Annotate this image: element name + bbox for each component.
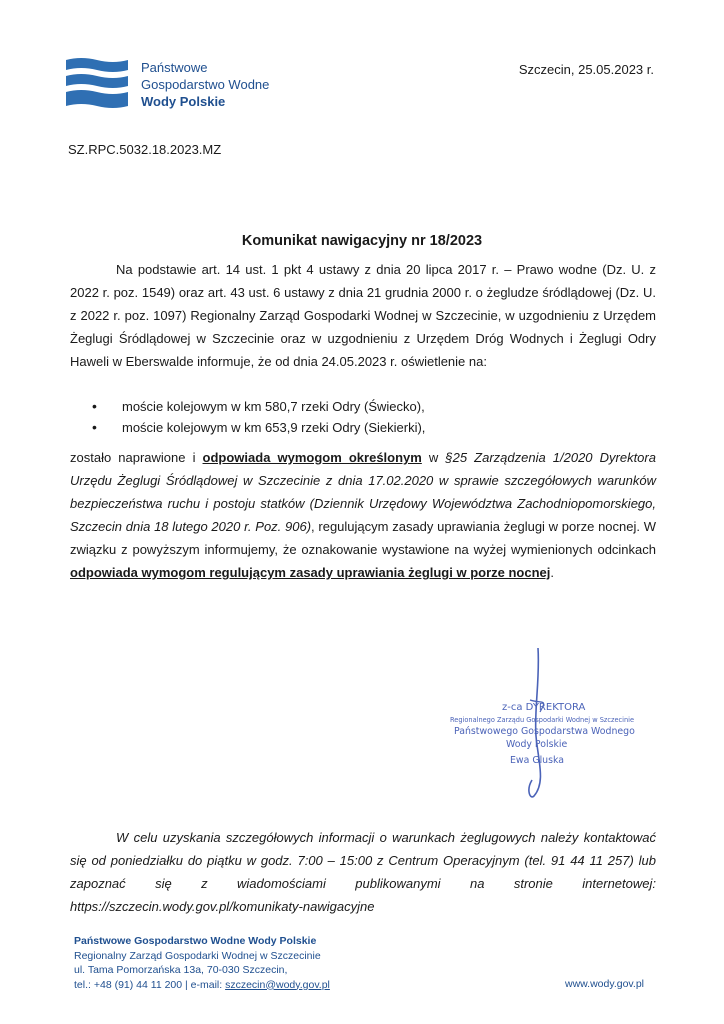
footer-org: Państwowe Gospodarstwo Wodne Wody Polskie <box>74 935 317 947</box>
footer-contact <box>74 978 330 993</box>
stamp-line1: z-ca DYREKTORA <box>502 702 586 713</box>
stamp-line5: Ewa Gluska <box>510 755 565 766</box>
document-date: Szczecin, 25.05.2023 r. <box>518 62 654 77</box>
wody-polskie-logo-icon <box>66 56 128 110</box>
org-name-line1: Państwowe <box>141 60 208 75</box>
stamp-line3: Państwowego Gospodarstwa Wodnego <box>454 726 635 737</box>
footer-phone: tel.: +48 (91) 44 11 200 | e-mail: <box>74 978 226 991</box>
p2-text-e: , regulującym zasady uprawiania żeglugi w porze nocnej. W związku z powyższym informujemy, że oznakowanie wystawione na wyżej wymienionych odcinkach <box>70 519 656 557</box>
footer-website-link[interactable]: www.wody.gov.pl <box>565 978 644 990</box>
list-item: • moście kolejowym w km 580,7 rzeki Odry (Świecko), <box>92 396 652 417</box>
official-stamp <box>430 640 650 800</box>
org-name <box>141 59 269 110</box>
p2-emphasis-compliance: odpowiada wymogom określonym <box>202 450 422 465</box>
paragraph-status <box>70 446 656 584</box>
footer-street: ul. Tama Pomorzańska 13a, 70-030 Szczecin, <box>74 964 288 976</box>
bridge-list <box>92 396 652 438</box>
stamp-line2: Regionalnego Zarządu Gospodarki Wodnej w Szczecinie <box>450 716 635 724</box>
footer-email-link[interactable]: szczecin@wody.gov.pl <box>225 978 330 991</box>
p2-text-a: zostało naprawione i <box>70 450 203 465</box>
stamp-line4: Wody Polskie <box>506 739 568 750</box>
reference-number: SZ.RPC.5032.18.2023.MZ <box>68 142 222 157</box>
p2-regulation-citation: §25 Zarządzenia 1/2020 Dyrektora Urzędu Żeglugi Śródlądowej w Szczecinie z dnia 17.02.2020 w sprawie szczegółowych warunków bezpieczeństwa ruchu i postoju statków (Dziennik Urzędowy Województwa Zachodniopomorskiego, Szczecin dnia 18 lutego 2020 r. Poz. 906) <box>70 450 656 534</box>
p2-text-c: w <box>421 450 446 465</box>
org-name-line3: Wody Polskie <box>141 94 226 109</box>
p2-text-g: . <box>550 565 554 580</box>
footer-unit: Regionalny Zarząd Gospodarki Wodnej w Szczecinie <box>74 949 321 962</box>
document-title: Komunikat nawigacyjny nr 18/2023 <box>241 233 483 249</box>
paragraph-contact: W celu uzyskania szczegółowych informacji o warunkach żeglugowych należy kontaktować się od poniedziałku do piątku w godz. 7:00 – 15:00 z Centrum Operacyjnym (tel. 91 44 11 257) lub zapoznać się z wiadomościami publikowanymi na stronie internetowej: https://szczecin.wody.gov.pl/komunikaty-nawigacyjne <box>70 830 656 914</box>
list-item: • moście kolejowym w km 653,9 rzeki Odry (Siekierki), <box>92 417 652 438</box>
org-name-line2: Gospodarstwo Wodne <box>141 77 270 92</box>
footer-address <box>74 934 330 992</box>
paragraph-intro: Na podstawie art. 14 ust. 1 pkt 4 ustawy z dnia 20 lipca 2017 r. – Prawo wodne (Dz. U. z 2022 r. poz. 1549) oraz art. 43 ust. 6 ustawy z dnia 21 grudnia 2000 r. o żegludze śródlądowej (Dz. U. z 2022 r. poz. 1097) Regionalny Zarząd Gospodarki Wodnej w Szczecinie, w uzgodnieniu z Urzędem Żeglugi Śródlądowej w Szczecinie oraz w uzgodnieniu z Urzędem Dróg Wodnych i Żeglugi Odry Haweli w Eberswalde informuje, że od dnia 24.05.2023 r. oświetlenie na: <box>70 262 656 369</box>
p2-emphasis-night: odpowiada wymogom regulującym zasady uprawiania żeglugi w porze nocnej <box>70 565 551 580</box>
